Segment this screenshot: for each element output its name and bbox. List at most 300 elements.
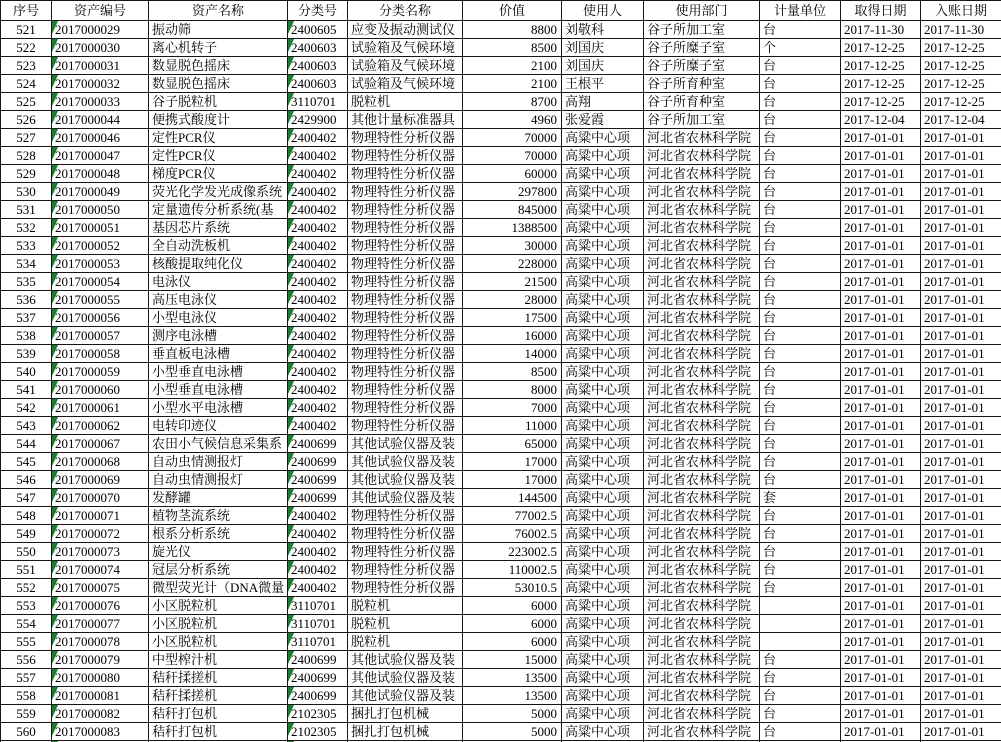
cell-acq_date[interactable]	[841, 705, 921, 723]
cell-asset_no[interactable]	[52, 579, 149, 597]
cell-acq_date[interactable]	[841, 471, 921, 489]
cell-unit[interactable]	[760, 633, 841, 651]
cell-seq[interactable]	[1, 201, 52, 219]
cell-name[interactable]	[149, 309, 288, 327]
cell-class_name[interactable]	[348, 525, 463, 543]
cell-asset_no[interactable]	[52, 219, 149, 237]
cell-dept[interactable]	[644, 129, 760, 147]
cell-acq_date[interactable]	[841, 309, 921, 327]
cell-class_no[interactable]	[288, 255, 348, 273]
cell-name[interactable]	[149, 543, 288, 561]
cell-user[interactable]	[562, 147, 644, 165]
cell-acq_date[interactable]	[841, 291, 921, 309]
cell-user[interactable]	[562, 75, 644, 93]
cell-dept[interactable]	[644, 345, 760, 363]
cell-user[interactable]	[562, 615, 644, 633]
cell-user[interactable]	[562, 273, 644, 291]
cell-unit[interactable]	[760, 21, 841, 39]
cell-value[interactable]	[463, 453, 562, 471]
cell-class_name[interactable]	[348, 39, 463, 57]
cell-unit[interactable]	[760, 435, 841, 453]
cell-seq[interactable]	[1, 381, 52, 399]
cell-class_no[interactable]	[288, 273, 348, 291]
cell-asset_no[interactable]	[52, 489, 149, 507]
cell-unit[interactable]	[760, 525, 841, 543]
cell-class_no[interactable]	[288, 399, 348, 417]
cell-acq_date[interactable]	[841, 21, 921, 39]
cell-acq_date[interactable]	[841, 633, 921, 651]
cell-seq[interactable]	[1, 489, 52, 507]
cell-name[interactable]	[149, 705, 288, 723]
cell-name[interactable]	[149, 219, 288, 237]
cell-entry_date[interactable]	[921, 129, 1001, 147]
cell-class_no[interactable]	[288, 219, 348, 237]
cell-user[interactable]	[562, 507, 644, 525]
cell-value[interactable]	[463, 273, 562, 291]
cell-dept[interactable]	[644, 21, 760, 39]
cell-dept[interactable]	[644, 471, 760, 489]
cell-dept[interactable]	[644, 237, 760, 255]
cell-asset_no[interactable]	[52, 147, 149, 165]
cell-entry_date[interactable]	[921, 21, 1001, 39]
cell-value[interactable]	[463, 309, 562, 327]
column-header-user[interactable]: 使用人	[562, 1, 644, 21]
cell-seq[interactable]	[1, 57, 52, 75]
cell-name[interactable]	[149, 561, 288, 579]
cell-asset_no[interactable]	[52, 111, 149, 129]
cell-name[interactable]	[149, 111, 288, 129]
cell-dept[interactable]	[644, 633, 760, 651]
cell-asset_no[interactable]	[52, 39, 149, 57]
cell-user[interactable]	[562, 165, 644, 183]
cell-value[interactable]	[463, 435, 562, 453]
cell-user[interactable]	[562, 453, 644, 471]
cell-class_name[interactable]	[348, 129, 463, 147]
cell-class_name[interactable]	[348, 219, 463, 237]
cell-seq[interactable]	[1, 255, 52, 273]
cell-name[interactable]	[149, 273, 288, 291]
cell-dept[interactable]	[644, 327, 760, 345]
cell-name[interactable]	[149, 651, 288, 669]
cell-value[interactable]	[463, 381, 562, 399]
cell-seq[interactable]	[1, 291, 52, 309]
cell-class_name[interactable]	[348, 165, 463, 183]
cell-unit[interactable]	[760, 669, 841, 687]
cell-name[interactable]	[149, 723, 288, 741]
cell-user[interactable]	[562, 93, 644, 111]
cell-value[interactable]	[463, 597, 562, 615]
cell-asset_no[interactable]	[52, 237, 149, 255]
cell-asset_no[interactable]	[52, 615, 149, 633]
cell-class_no[interactable]	[288, 165, 348, 183]
cell-asset_no[interactable]	[52, 363, 149, 381]
cell-unit[interactable]	[760, 651, 841, 669]
cell-value[interactable]	[463, 201, 562, 219]
cell-dept[interactable]	[644, 453, 760, 471]
cell-class_name[interactable]	[348, 255, 463, 273]
cell-value[interactable]	[463, 363, 562, 381]
cell-asset_no[interactable]	[52, 705, 149, 723]
cell-class_no[interactable]	[288, 147, 348, 165]
cell-name[interactable]	[149, 345, 288, 363]
cell-unit[interactable]	[760, 723, 841, 741]
cell-class_name[interactable]	[348, 615, 463, 633]
cell-user[interactable]	[562, 111, 644, 129]
cell-unit[interactable]	[760, 327, 841, 345]
cell-entry_date[interactable]	[921, 363, 1001, 381]
column-header-class_no[interactable]: 分类号	[288, 1, 348, 21]
cell-asset_no[interactable]	[52, 57, 149, 75]
cell-class_no[interactable]	[288, 723, 348, 741]
column-header-class_name[interactable]: 分类名称	[348, 1, 463, 21]
cell-dept[interactable]	[644, 255, 760, 273]
cell-name[interactable]	[149, 435, 288, 453]
cell-dept[interactable]	[644, 39, 760, 57]
cell-name[interactable]	[149, 39, 288, 57]
cell-user[interactable]	[562, 309, 644, 327]
cell-dept[interactable]	[644, 435, 760, 453]
cell-seq[interactable]	[1, 633, 52, 651]
cell-class_name[interactable]	[348, 471, 463, 489]
cell-dept[interactable]	[644, 219, 760, 237]
cell-acq_date[interactable]	[841, 75, 921, 93]
cell-user[interactable]	[562, 597, 644, 615]
cell-acq_date[interactable]	[841, 561, 921, 579]
cell-unit[interactable]	[760, 507, 841, 525]
cell-dept[interactable]	[644, 579, 760, 597]
cell-user[interactable]	[562, 219, 644, 237]
cell-user[interactable]	[562, 129, 644, 147]
cell-dept[interactable]	[644, 669, 760, 687]
cell-asset_no[interactable]	[52, 543, 149, 561]
cell-acq_date[interactable]	[841, 111, 921, 129]
column-header-dept[interactable]: 使用部门	[644, 1, 760, 21]
cell-class_no[interactable]	[288, 309, 348, 327]
cell-user[interactable]	[562, 255, 644, 273]
cell-class_no[interactable]	[288, 57, 348, 75]
cell-user[interactable]	[562, 561, 644, 579]
cell-name[interactable]	[149, 291, 288, 309]
cell-acq_date[interactable]	[841, 723, 921, 741]
cell-name[interactable]	[149, 579, 288, 597]
cell-acq_date[interactable]	[841, 435, 921, 453]
cell-class_no[interactable]	[288, 615, 348, 633]
cell-class_no[interactable]	[288, 669, 348, 687]
cell-class_no[interactable]	[288, 111, 348, 129]
cell-dept[interactable]	[644, 723, 760, 741]
cell-seq[interactable]	[1, 435, 52, 453]
cell-value[interactable]	[463, 129, 562, 147]
cell-acq_date[interactable]	[841, 39, 921, 57]
cell-seq[interactable]	[1, 651, 52, 669]
cell-entry_date[interactable]	[921, 471, 1001, 489]
cell-seq[interactable]	[1, 183, 52, 201]
cell-entry_date[interactable]	[921, 327, 1001, 345]
cell-dept[interactable]	[644, 201, 760, 219]
cell-entry_date[interactable]	[921, 651, 1001, 669]
cell-entry_date[interactable]	[921, 669, 1001, 687]
cell-entry_date[interactable]	[921, 525, 1001, 543]
column-header-acq_date[interactable]: 取得日期	[841, 1, 921, 21]
column-header-asset_no[interactable]: 资产编号	[52, 1, 149, 21]
cell-value[interactable]	[463, 255, 562, 273]
cell-class_no[interactable]	[288, 327, 348, 345]
cell-seq[interactable]	[1, 597, 52, 615]
cell-value[interactable]	[463, 111, 562, 129]
cell-acq_date[interactable]	[841, 417, 921, 435]
cell-seq[interactable]	[1, 75, 52, 93]
cell-unit[interactable]	[760, 201, 841, 219]
cell-acq_date[interactable]	[841, 183, 921, 201]
cell-seq[interactable]	[1, 363, 52, 381]
cell-unit[interactable]	[760, 57, 841, 75]
cell-class_name[interactable]	[348, 93, 463, 111]
cell-value[interactable]	[463, 93, 562, 111]
cell-name[interactable]	[149, 615, 288, 633]
column-header-unit[interactable]: 计量单位	[760, 1, 841, 21]
cell-class_name[interactable]	[348, 579, 463, 597]
cell-entry_date[interactable]	[921, 381, 1001, 399]
cell-entry_date[interactable]	[921, 399, 1001, 417]
cell-name[interactable]	[149, 363, 288, 381]
cell-dept[interactable]	[644, 147, 760, 165]
cell-unit[interactable]	[760, 291, 841, 309]
cell-unit[interactable]	[760, 93, 841, 111]
cell-dept[interactable]	[644, 291, 760, 309]
cell-name[interactable]	[149, 669, 288, 687]
cell-value[interactable]	[463, 183, 562, 201]
cell-asset_no[interactable]	[52, 633, 149, 651]
cell-name[interactable]	[149, 525, 288, 543]
cell-seq[interactable]	[1, 687, 52, 705]
cell-class_no[interactable]	[288, 363, 348, 381]
cell-unit[interactable]	[760, 705, 841, 723]
cell-entry_date[interactable]	[921, 39, 1001, 57]
cell-unit[interactable]	[760, 147, 841, 165]
cell-asset_no[interactable]	[52, 183, 149, 201]
cell-acq_date[interactable]	[841, 669, 921, 687]
cell-user[interactable]	[562, 651, 644, 669]
cell-entry_date[interactable]	[921, 57, 1001, 75]
cell-seq[interactable]	[1, 93, 52, 111]
cell-acq_date[interactable]	[841, 525, 921, 543]
cell-dept[interactable]	[644, 597, 760, 615]
cell-class_name[interactable]	[348, 147, 463, 165]
cell-value[interactable]	[463, 75, 562, 93]
column-header-seq[interactable]: 序号	[1, 1, 52, 21]
cell-unit[interactable]	[760, 687, 841, 705]
cell-acq_date[interactable]	[841, 345, 921, 363]
cell-value[interactable]	[463, 669, 562, 687]
cell-entry_date[interactable]	[921, 345, 1001, 363]
cell-seq[interactable]	[1, 705, 52, 723]
cell-value[interactable]	[463, 147, 562, 165]
cell-value[interactable]	[463, 633, 562, 651]
cell-class_no[interactable]	[288, 543, 348, 561]
cell-asset_no[interactable]	[52, 525, 149, 543]
cell-name[interactable]	[149, 183, 288, 201]
cell-class_name[interactable]	[348, 561, 463, 579]
cell-asset_no[interactable]	[52, 687, 149, 705]
cell-seq[interactable]	[1, 543, 52, 561]
cell-seq[interactable]	[1, 111, 52, 129]
cell-asset_no[interactable]	[52, 345, 149, 363]
cell-seq[interactable]	[1, 399, 52, 417]
cell-class_no[interactable]	[288, 183, 348, 201]
cell-unit[interactable]	[760, 75, 841, 93]
cell-user[interactable]	[562, 327, 644, 345]
cell-user[interactable]	[562, 417, 644, 435]
cell-user[interactable]	[562, 687, 644, 705]
cell-name[interactable]	[149, 453, 288, 471]
cell-entry_date[interactable]	[921, 165, 1001, 183]
cell-entry_date[interactable]	[921, 687, 1001, 705]
cell-dept[interactable]	[644, 183, 760, 201]
cell-user[interactable]	[562, 471, 644, 489]
cell-acq_date[interactable]	[841, 381, 921, 399]
cell-seq[interactable]	[1, 417, 52, 435]
cell-class_name[interactable]	[348, 489, 463, 507]
cell-acq_date[interactable]	[841, 543, 921, 561]
cell-name[interactable]	[149, 21, 288, 39]
cell-seq[interactable]	[1, 21, 52, 39]
cell-dept[interactable]	[644, 543, 760, 561]
cell-class_name[interactable]	[348, 183, 463, 201]
cell-unit[interactable]	[760, 399, 841, 417]
cell-user[interactable]	[562, 57, 644, 75]
cell-seq[interactable]	[1, 309, 52, 327]
cell-class_name[interactable]	[348, 651, 463, 669]
cell-value[interactable]	[463, 165, 562, 183]
cell-acq_date[interactable]	[841, 489, 921, 507]
cell-class_no[interactable]	[288, 435, 348, 453]
cell-dept[interactable]	[644, 705, 760, 723]
cell-class_name[interactable]	[348, 687, 463, 705]
cell-class_name[interactable]	[348, 723, 463, 741]
cell-user[interactable]	[562, 399, 644, 417]
cell-entry_date[interactable]	[921, 273, 1001, 291]
cell-dept[interactable]	[644, 399, 760, 417]
cell-entry_date[interactable]	[921, 453, 1001, 471]
cell-seq[interactable]	[1, 615, 52, 633]
cell-seq[interactable]	[1, 669, 52, 687]
cell-asset_no[interactable]	[52, 399, 149, 417]
cell-class_name[interactable]	[348, 633, 463, 651]
cell-class_name[interactable]	[348, 435, 463, 453]
cell-name[interactable]	[149, 489, 288, 507]
cell-value[interactable]	[463, 507, 562, 525]
cell-seq[interactable]	[1, 471, 52, 489]
cell-entry_date[interactable]	[921, 111, 1001, 129]
cell-acq_date[interactable]	[841, 597, 921, 615]
cell-seq[interactable]	[1, 165, 52, 183]
cell-acq_date[interactable]	[841, 273, 921, 291]
cell-value[interactable]	[463, 471, 562, 489]
cell-entry_date[interactable]	[921, 309, 1001, 327]
cell-entry_date[interactable]	[921, 201, 1001, 219]
cell-dept[interactable]	[644, 363, 760, 381]
cell-value[interactable]	[463, 579, 562, 597]
cell-value[interactable]	[463, 723, 562, 741]
cell-seq[interactable]	[1, 345, 52, 363]
cell-unit[interactable]	[760, 561, 841, 579]
cell-unit[interactable]	[760, 255, 841, 273]
cell-asset_no[interactable]	[52, 21, 149, 39]
cell-class_no[interactable]	[288, 687, 348, 705]
cell-value[interactable]	[463, 39, 562, 57]
cell-acq_date[interactable]	[841, 57, 921, 75]
cell-unit[interactable]	[760, 345, 841, 363]
cell-seq[interactable]	[1, 327, 52, 345]
cell-asset_no[interactable]	[52, 453, 149, 471]
cell-acq_date[interactable]	[841, 687, 921, 705]
cell-asset_no[interactable]	[52, 669, 149, 687]
cell-unit[interactable]	[760, 381, 841, 399]
cell-seq[interactable]	[1, 525, 52, 543]
cell-dept[interactable]	[644, 525, 760, 543]
cell-acq_date[interactable]	[841, 165, 921, 183]
cell-unit[interactable]	[760, 39, 841, 57]
cell-value[interactable]	[463, 345, 562, 363]
cell-unit[interactable]	[760, 309, 841, 327]
cell-name[interactable]	[149, 237, 288, 255]
cell-seq[interactable]	[1, 723, 52, 741]
cell-user[interactable]	[562, 21, 644, 39]
cell-class_name[interactable]	[348, 21, 463, 39]
cell-dept[interactable]	[644, 93, 760, 111]
cell-name[interactable]	[149, 399, 288, 417]
cell-class_no[interactable]	[288, 291, 348, 309]
cell-entry_date[interactable]	[921, 507, 1001, 525]
cell-value[interactable]	[463, 615, 562, 633]
cell-asset_no[interactable]	[52, 291, 149, 309]
cell-class_no[interactable]	[288, 237, 348, 255]
cell-acq_date[interactable]	[841, 219, 921, 237]
cell-entry_date[interactable]	[921, 561, 1001, 579]
cell-dept[interactable]	[644, 687, 760, 705]
cell-seq[interactable]	[1, 129, 52, 147]
cell-user[interactable]	[562, 543, 644, 561]
cell-class_no[interactable]	[288, 705, 348, 723]
cell-class_name[interactable]	[348, 327, 463, 345]
cell-dept[interactable]	[644, 561, 760, 579]
cell-entry_date[interactable]	[921, 435, 1001, 453]
cell-acq_date[interactable]	[841, 327, 921, 345]
cell-acq_date[interactable]	[841, 255, 921, 273]
cell-asset_no[interactable]	[52, 435, 149, 453]
cell-unit[interactable]	[760, 543, 841, 561]
cell-class_name[interactable]	[348, 273, 463, 291]
cell-asset_no[interactable]	[52, 75, 149, 93]
cell-class_no[interactable]	[288, 129, 348, 147]
column-header-name[interactable]: 资产名称	[149, 1, 288, 21]
cell-name[interactable]	[149, 93, 288, 111]
cell-dept[interactable]	[644, 417, 760, 435]
cell-asset_no[interactable]	[52, 309, 149, 327]
cell-class_name[interactable]	[348, 399, 463, 417]
cell-name[interactable]	[149, 381, 288, 399]
cell-class_no[interactable]	[288, 651, 348, 669]
cell-dept[interactable]	[644, 111, 760, 129]
cell-unit[interactable]	[760, 219, 841, 237]
cell-class_name[interactable]	[348, 75, 463, 93]
cell-entry_date[interactable]	[921, 93, 1001, 111]
cell-dept[interactable]	[644, 381, 760, 399]
cell-acq_date[interactable]	[841, 651, 921, 669]
cell-entry_date[interactable]	[921, 705, 1001, 723]
cell-entry_date[interactable]	[921, 147, 1001, 165]
cell-value[interactable]	[463, 687, 562, 705]
